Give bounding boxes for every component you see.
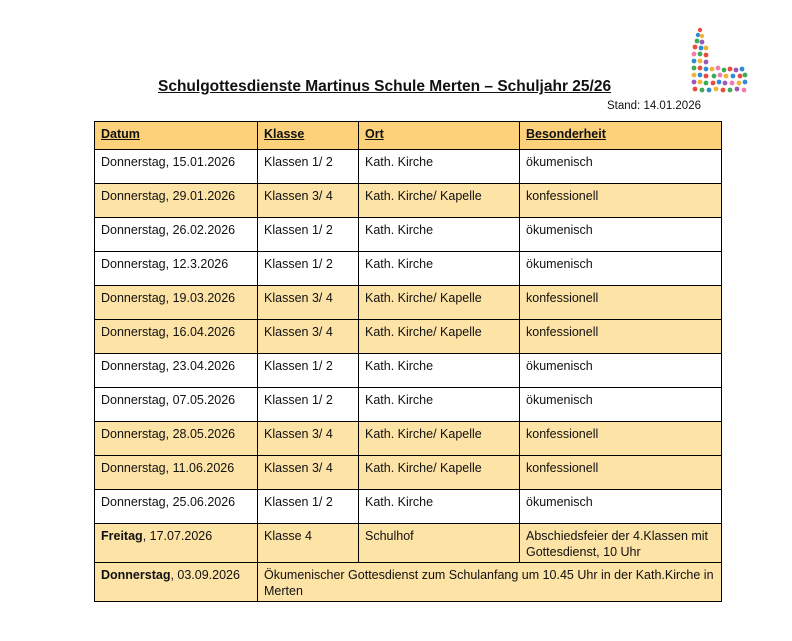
cell-datum: Donnerstag, 15.01.2026 [95, 150, 258, 184]
cell-besonderheit: konfessionell [520, 456, 722, 490]
cell-datum: Donnerstag, 29.01.2026 [95, 184, 258, 218]
date-label: , 03.09.2026 [170, 568, 240, 582]
header-ort: Ort [359, 122, 520, 150]
cell-ort: Schulhof [359, 524, 520, 563]
table-row [95, 286, 722, 320]
table-row [95, 184, 722, 218]
cell-klasse: Klassen 3/ 4 [258, 286, 359, 320]
cell-besonderheit: ökumenisch [520, 354, 722, 388]
header-datum: Datum [95, 122, 258, 150]
cell-klasse: Klassen 1/ 2 [258, 388, 359, 422]
header-klasse: Klasse [258, 122, 359, 150]
cell-datum: Donnerstag, 23.04.2026 [95, 354, 258, 388]
cell-ort: Kath. Kirche [359, 354, 520, 388]
cell-ort: Kath. Kirche/ Kapelle [359, 320, 520, 354]
cell-datum [95, 563, 258, 602]
page-title: Schulgottesdienste Martinus Schule Merten – Schuljahr 25/26 [158, 78, 612, 95]
cell-besonderheit: Abschiedsfeier der 4.Klassen mit Gottesdienst, 10 Uhr [520, 524, 722, 563]
table-row [95, 354, 722, 388]
cell-ort: Kath. Kirche/ Kapelle [359, 184, 520, 218]
table-row [95, 490, 722, 524]
cell-datum: Donnerstag, 19.03.2026 [95, 286, 258, 320]
day-label: Donnerstag [101, 568, 171, 582]
cell-klasse: Klassen 3/ 4 [258, 422, 359, 456]
cell-datum: Donnerstag, 25.06.2026 [95, 490, 258, 524]
cell-ort: Kath. Kirche [359, 150, 520, 184]
cell-klasse: Klassen 1/ 2 [258, 252, 359, 286]
cell-ort: Kath. Kirche/ Kapelle [359, 286, 520, 320]
service-table [94, 121, 722, 602]
cell-ort: Kath. Kirche [359, 490, 520, 524]
table-row [95, 252, 722, 286]
cell-datum: Donnerstag, 26.02.2026 [95, 218, 258, 252]
table-row [95, 320, 722, 354]
cell-klasse: Klassen 3/ 4 [258, 184, 359, 218]
cell-besonderheit: konfessionell [520, 422, 722, 456]
cell-ort: Kath. Kirche [359, 252, 520, 286]
cell-datum: Donnerstag, 11.06.2026 [95, 456, 258, 490]
table-header-row [95, 122, 722, 150]
cell-besonderheit: ökumenisch [520, 490, 722, 524]
day-label: Freitag [101, 529, 143, 543]
cell-ort: Kath. Kirche/ Kapelle [359, 456, 520, 490]
cell-datum: Donnerstag, 12.3.2026 [95, 252, 258, 286]
cell-note: Ökumenischer Gottesdienst zum Schulanfang um 10.45 Uhr in der Kath.Kirche in Merten [258, 563, 722, 602]
cell-besonderheit: konfessionell [520, 184, 722, 218]
stand-date: Stand: 14.01.2026 [607, 100, 701, 112]
cell-besonderheit: konfessionell [520, 286, 722, 320]
cell-klasse: Klassen 3/ 4 [258, 456, 359, 490]
cell-datum [95, 524, 258, 563]
table-row [95, 150, 722, 184]
cell-klasse: Klassen 1/ 2 [258, 218, 359, 252]
cell-besonderheit: konfessionell [520, 320, 722, 354]
table-row [95, 456, 722, 490]
cell-klasse: Klassen 1/ 2 [258, 490, 359, 524]
cell-besonderheit: ökumenisch [520, 150, 722, 184]
table-row [95, 388, 722, 422]
cell-klasse: Klasse 4 [258, 524, 359, 563]
table-row-friday [95, 524, 722, 563]
cell-ort: Kath. Kirche [359, 218, 520, 252]
date-label: , 17.07.2026 [142, 529, 213, 543]
header-besonderheit: Besonderheit [520, 122, 722, 150]
school-logo-icon [686, 26, 752, 98]
cell-besonderheit: ökumenisch [520, 252, 722, 286]
cell-datum: Donnerstag, 28.05.2026 [95, 422, 258, 456]
cell-besonderheit: ökumenisch [520, 218, 722, 252]
cell-klasse: Klassen 1/ 2 [258, 150, 359, 184]
cell-ort: Kath. Kirche/ Kapelle [359, 422, 520, 456]
cell-datum: Donnerstag, 16.04.2026 [95, 320, 258, 354]
cell-besonderheit: ökumenisch [520, 388, 722, 422]
cell-datum: Donnerstag, 07.05.2026 [95, 388, 258, 422]
table-row [95, 218, 722, 252]
cell-klasse: Klassen 3/ 4 [258, 320, 359, 354]
table-row [95, 422, 722, 456]
table-row-schulanfang [95, 563, 722, 602]
cell-ort: Kath. Kirche [359, 388, 520, 422]
cell-klasse: Klassen 1/ 2 [258, 354, 359, 388]
logo-dots [692, 28, 748, 93]
